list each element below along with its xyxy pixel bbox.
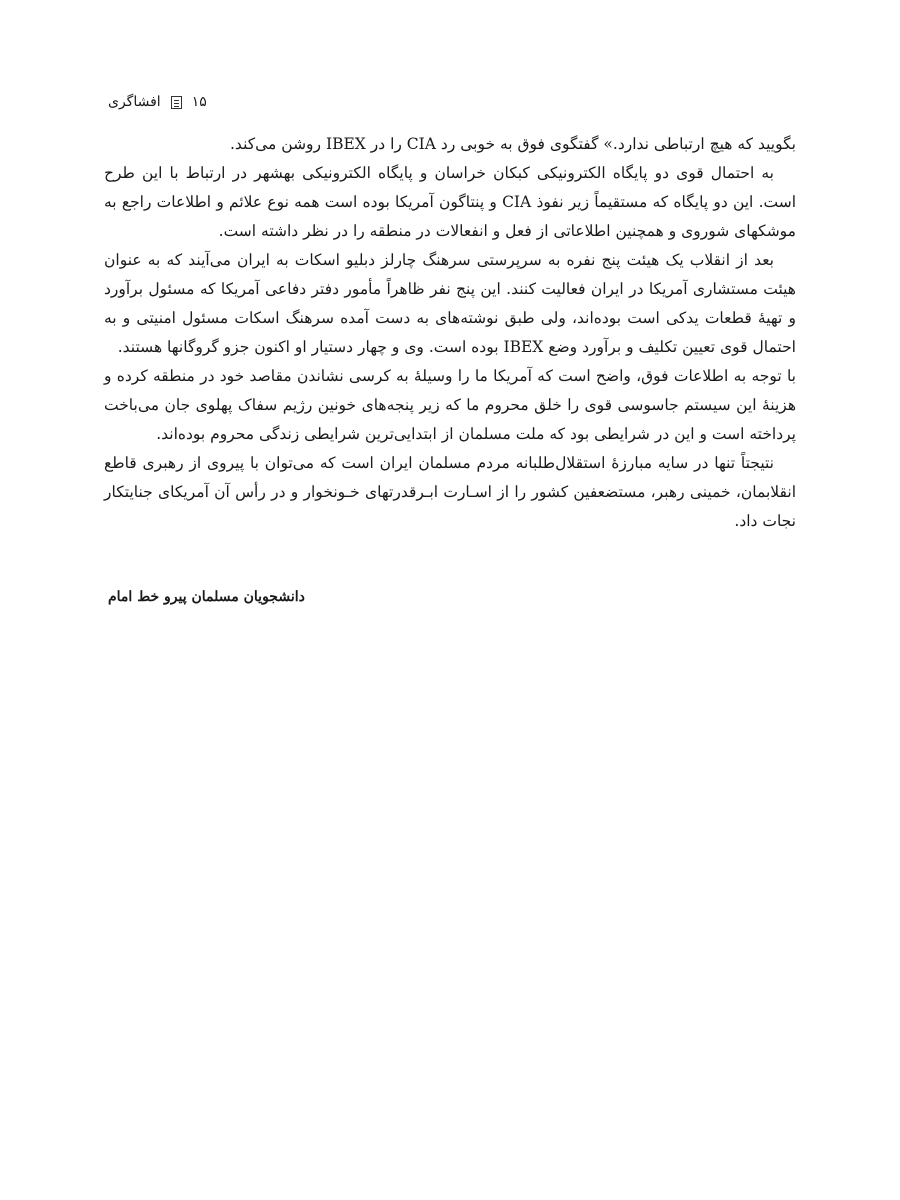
section-title: افشاگری <box>108 94 161 110</box>
signature: دانشجویان مسلمان پیرو خط امام <box>108 589 305 605</box>
paragraph: به احتمال قوی دو پایگاه الکترونیکی کبکان خراسان و پایگاه الکترونیکی بهشهر در ارتباط با این طرح است. این دو پایگاه که مستقیماً زیر نفوذ CIA و پنتاگون آمریکا بوده است همه نوع علائم و اطلاعات راجع به موشکهای شوروی و همچنین اطلاعاتی از فعل و انفعالات در منطقه را در نظر داشته است. <box>104 164 797 240</box>
body-text <box>104 130 796 536</box>
document-icon <box>171 96 182 109</box>
paragraph: بگویید که هیچ ارتباطی ندارد.» گفتگوی فوق به خوبی رد CIA را در IBEX روشن می‌کند. <box>230 135 796 153</box>
running-head <box>108 92 207 112</box>
paragraph: بعد از انقلاب یک هیئت پنج نفره به سرپرستی سرهنگ چارلز دبلیو اسکات به ایران می‌آیند که به عنوان هیئت مستشاری آمریکا در ایران فعالیت کنند. این پنج نفر ظاهراً مأمور دفتر دفاعی آمریکا که مسئول برآورد و تهیهٔ قطعات یدکی است بوده‌اند، ولی طبق نوشته‌های به دست آمده سرهنگ اسکات مسئول امنیتی و به احتمال قوی تعیین تکلیف و برآورد وضع IBEX بوده است. وی و چهار دستیار او اکنون جزو گروگانها هستند. <box>104 251 796 356</box>
paragraph: با توجه به اطلاعات فوق، واضح است که آمریکا ما را وسیلهٔ به کرسی نشاندن مقاصد خود در منطقه کرده و هزینهٔ این سیستم جاسوسی قوی را خلق محروم ما که زیر پنجه‌های خونین رژیم سفاک پهلوی جان می‌باخت پرداخته است و این در شرایطی بود که ملت مسلمان از ابتدایی‌ترین شرایطی زندگی محروم بوده‌اند. <box>104 367 796 443</box>
page-number: ۱۵ <box>191 94 207 110</box>
paragraph: نتیجتاً تنها در سایه مبارزهٔ استقلال‌طلبانه مردم مسلمان ایران است که می‌توان با پیروی از رهبری قاطع انقلابمان، خمینی رهبر، مستضعفین کشور را از اسـارت ابـرقدرتهای خـونخوار و در رأس آن آمریکای جنایتکار نجات داد. <box>104 454 796 530</box>
